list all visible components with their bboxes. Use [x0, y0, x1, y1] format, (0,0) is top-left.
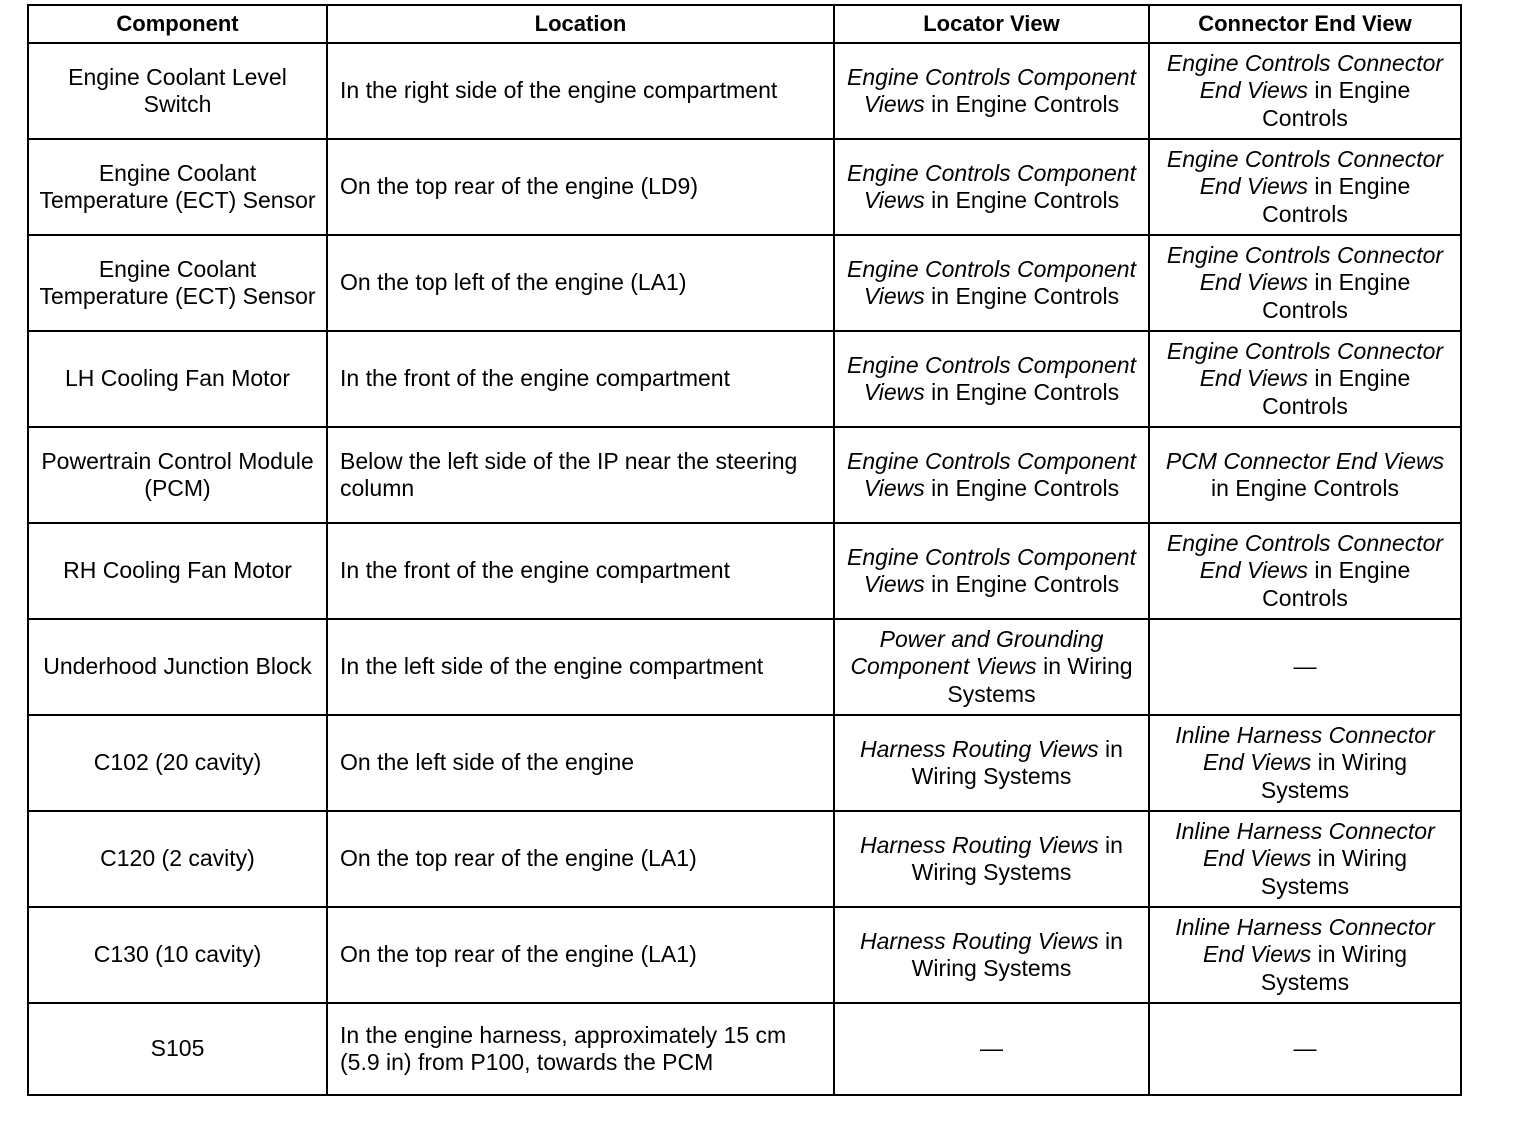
locator-view-suffix: in Wiring Systems: [947, 653, 1133, 707]
connector-view-title: Engine Controls Connector End Views: [1166, 241, 1444, 296]
location-cell: On the top rear of the engine (LD9): [327, 139, 834, 235]
location-cell: In the engine harness, approximately 15 cm (5.9 in) from P100, towards the PCM: [327, 1003, 834, 1095]
location-cell: In the front of the engine compartment: [327, 331, 834, 427]
connector-view-title: Inline Harness Connector End Views: [1175, 913, 1435, 968]
location-cell: On the top rear of the engine (LA1): [327, 811, 834, 907]
connector-view-suffix: in Wiring Systems: [1260, 845, 1408, 899]
locator-view-cell: [834, 907, 1149, 1003]
connector-end-view-cell: [1149, 907, 1461, 1003]
table-row: [28, 43, 1461, 139]
header-component: Component: [28, 5, 327, 43]
table-row: [28, 523, 1461, 619]
table-row: [28, 427, 1461, 523]
header-locator-view: Locator View: [834, 5, 1149, 43]
connector-end-view-cell: [1149, 619, 1461, 715]
locator-view-cell: [834, 1003, 1149, 1095]
component-cell: S105: [28, 1003, 327, 1095]
locator-view-cell: [834, 523, 1149, 619]
connector-view-title: Engine Controls Connector End Views: [1166, 529, 1444, 584]
locator-view-title: Harness Routing Views: [860, 927, 1099, 954]
table-row: [28, 331, 1461, 427]
connector-end-view-cell: [1149, 427, 1461, 523]
header-location: Location: [327, 5, 834, 43]
connector-end-view-cell: [1149, 331, 1461, 427]
component-cell: C120 (2 cavity): [28, 811, 327, 907]
location-cell: On the left side of the engine: [327, 715, 834, 811]
table-row: [28, 619, 1461, 715]
location-cell: On the top rear of the engine (LA1): [327, 907, 834, 1003]
locator-view-cell: [834, 427, 1149, 523]
header-row: [28, 5, 1461, 43]
connector-view-suffix: —: [1293, 653, 1317, 680]
component-locator-table: [27, 4, 1462, 1096]
connector-view-suffix: in Engine Controls: [1262, 365, 1411, 419]
connector-view-suffix: in Engine Controls: [1211, 475, 1399, 501]
locator-view-suffix: in Engine Controls: [924, 283, 1120, 309]
connector-end-view-cell: [1149, 811, 1461, 907]
location-cell: On the top left of the engine (LA1): [327, 235, 834, 331]
locator-view-title: Engine Controls Component Views: [847, 159, 1136, 213]
connector-end-view-cell: [1149, 235, 1461, 331]
location-cell: In the front of the engine compartment: [327, 523, 834, 619]
connector-view-title: Inline Harness Connector End Views: [1175, 721, 1435, 776]
locator-view-suffix: in Engine Controls: [924, 91, 1120, 117]
header-connector-end-view: Connector End View: [1149, 5, 1461, 43]
locator-view-title: Engine Controls Component Views: [847, 543, 1136, 597]
locator-view-suffix: in Engine Controls: [924, 571, 1120, 597]
component-cell: Engine Coolant Temperature (ECT) Sensor: [28, 139, 327, 235]
table-row: [28, 1003, 1461, 1095]
connector-end-view-cell: [1149, 139, 1461, 235]
component-cell: Engine Coolant Temperature (ECT) Sensor: [28, 235, 327, 331]
locator-view-cell: [834, 331, 1149, 427]
table-body: [28, 43, 1461, 1095]
locator-view-cell: [834, 235, 1149, 331]
connector-view-suffix: in Wiring Systems: [1260, 941, 1408, 995]
connector-end-view-cell: [1149, 43, 1461, 139]
component-cell: Underhood Junction Block: [28, 619, 327, 715]
connector-end-view-cell: [1149, 1003, 1461, 1095]
connector-view-title: PCM Connector End Views: [1165, 447, 1445, 474]
component-cell: RH Cooling Fan Motor: [28, 523, 327, 619]
component-cell: C102 (20 cavity): [28, 715, 327, 811]
connector-view-suffix: in Engine Controls: [1262, 173, 1411, 227]
locator-view-cell: [834, 715, 1149, 811]
connector-view-title: Inline Harness Connector End Views: [1175, 817, 1435, 872]
component-cell: Engine Coolant Level Switch: [28, 43, 327, 139]
locator-view-suffix: in Engine Controls: [924, 379, 1120, 405]
connector-view-suffix: in Engine Controls: [1262, 77, 1411, 131]
locator-view-cell: [834, 811, 1149, 907]
locator-view-title: Engine Controls Component Views: [847, 351, 1136, 405]
connector-view-suffix: in Engine Controls: [1262, 557, 1411, 611]
table-row: [28, 235, 1461, 331]
connector-view-suffix: —: [1293, 1035, 1317, 1062]
connector-view-title: Engine Controls Connector End Views: [1166, 49, 1444, 104]
table-row: [28, 907, 1461, 1003]
locator-view-title: Harness Routing Views: [860, 735, 1099, 762]
connector-view-suffix: in Engine Controls: [1262, 269, 1411, 323]
locator-view-cell: [834, 43, 1149, 139]
locator-view-title: Engine Controls Component Views: [847, 255, 1136, 309]
location-cell: Below the left side of the IP near the steering column: [327, 427, 834, 523]
locator-view-suffix: in Wiring Systems: [911, 927, 1123, 981]
locator-view-title: Power and Grounding Component Views: [850, 625, 1104, 680]
locator-view-title: Harness Routing Views: [860, 831, 1099, 858]
location-cell: In the right side of the engine compartment: [327, 43, 834, 139]
locator-view-suffix: in Wiring Systems: [911, 735, 1123, 789]
connector-view-title: Engine Controls Connector End Views: [1166, 145, 1444, 200]
connector-view-suffix: in Wiring Systems: [1260, 749, 1408, 803]
locator-view-suffix: in Engine Controls: [924, 475, 1120, 501]
component-cell: C130 (10 cavity): [28, 907, 327, 1003]
locator-view-cell: [834, 139, 1149, 235]
locator-view-title: Engine Controls Component Views: [847, 63, 1136, 117]
locator-view-title: Engine Controls Component Views: [847, 447, 1136, 501]
locator-view-suffix: in Wiring Systems: [911, 831, 1123, 885]
location-cell: In the left side of the engine compartment: [327, 619, 834, 715]
locator-view-suffix: in Engine Controls: [924, 187, 1120, 213]
table-row: [28, 811, 1461, 907]
connector-end-view-cell: [1149, 523, 1461, 619]
locator-view-suffix: —: [980, 1035, 1003, 1062]
component-cell: Powertrain Control Module (PCM): [28, 427, 327, 523]
locator-view-cell: [834, 619, 1149, 715]
table-row: [28, 139, 1461, 235]
component-cell: LH Cooling Fan Motor: [28, 331, 327, 427]
table-row: [28, 715, 1461, 811]
connector-view-title: Engine Controls Connector End Views: [1166, 337, 1444, 392]
connector-end-view-cell: [1149, 715, 1461, 811]
